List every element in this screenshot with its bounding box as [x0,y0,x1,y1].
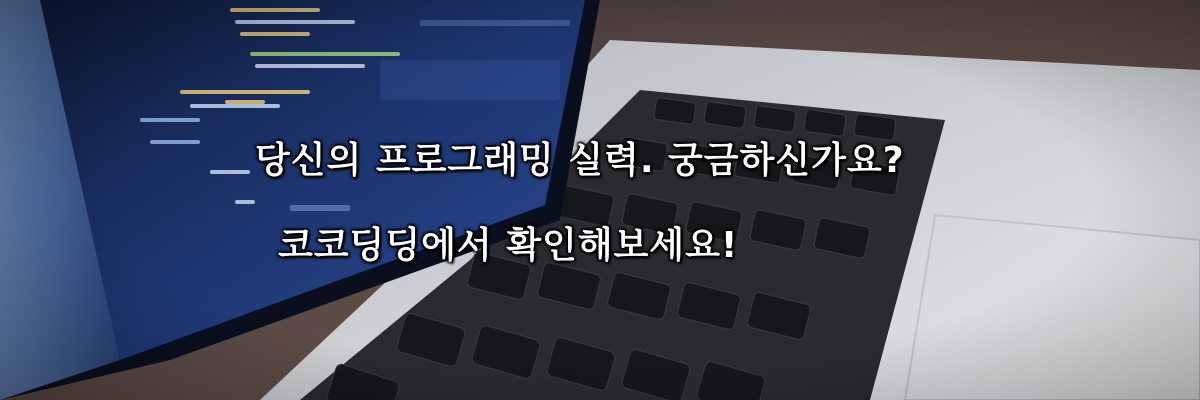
headline-call-to-action: 코코딩딩에서 확인해보세요! [278,225,739,266]
headline-question: 당신의 프로그래밍 실력. 궁금하신가요? [255,140,905,181]
